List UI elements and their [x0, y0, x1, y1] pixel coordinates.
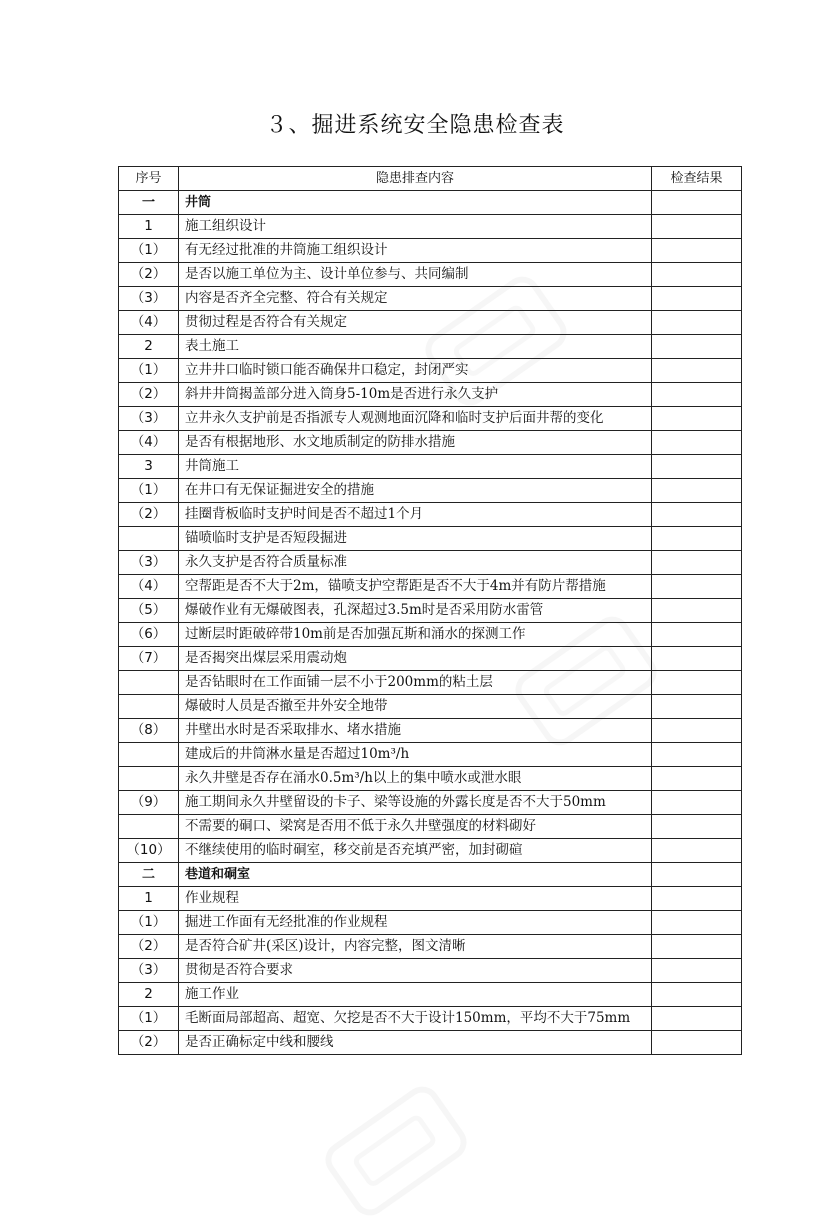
- row-number: （10）: [119, 839, 179, 863]
- table-row: [119, 503, 742, 527]
- table-row: [119, 671, 742, 695]
- table-row: [119, 839, 742, 863]
- row-number: （1）: [119, 911, 179, 935]
- table-row: [119, 215, 742, 239]
- row-result[interactable]: [652, 935, 742, 959]
- row-result[interactable]: [652, 407, 742, 431]
- row-content: 是否钻眼时在工作面铺一层不小于200mm的粘土层: [179, 671, 652, 695]
- row-result[interactable]: [652, 623, 742, 647]
- table-row: [119, 431, 742, 455]
- header-result: 检查结果: [652, 167, 742, 191]
- row-content: 斜井井筒揭盖部分进入筒身5-10m是否进行永久支护: [179, 383, 652, 407]
- row-result[interactable]: [652, 359, 742, 383]
- table-row: [119, 695, 742, 719]
- row-number: （1）: [119, 479, 179, 503]
- row-content: 立井永久支护前是否指派专人观测地面沉降和临时支护后面井帮的变化: [179, 407, 652, 431]
- row-result[interactable]: [652, 1007, 742, 1031]
- row-content: 不继续使用的临时硐室，移交前是否充填严密，加封砌碹: [179, 839, 652, 863]
- row-content: 在井口有无保证掘进安全的措施: [179, 479, 652, 503]
- row-result[interactable]: [652, 215, 742, 239]
- row-number: [119, 767, 179, 791]
- row-number: 2: [119, 335, 179, 359]
- section-row: [119, 863, 742, 887]
- row-number: （3）: [119, 407, 179, 431]
- row-result[interactable]: [652, 191, 742, 215]
- table-row: [119, 647, 742, 671]
- row-content: 永久井壁是否存在涌水0.5m³/h以上的集中喷水或泄水眼: [179, 767, 652, 791]
- row-content: 作业规程: [179, 887, 652, 911]
- page-title: ３、掘进系统安全隐患检查表: [265, 113, 565, 138]
- row-result[interactable]: [652, 911, 742, 935]
- table-row: [119, 335, 742, 359]
- table-row: [119, 1031, 742, 1055]
- table-row: [119, 911, 742, 935]
- table-row: [119, 311, 742, 335]
- row-number: （3）: [119, 551, 179, 575]
- table-row: [119, 455, 742, 479]
- row-number: [119, 527, 179, 551]
- table-row: [119, 983, 742, 1007]
- section-row: [119, 191, 742, 215]
- table-body: [119, 191, 742, 1055]
- row-content: 建成后的井筒淋水量是否超过10m³/h: [179, 743, 652, 767]
- row-result[interactable]: [652, 671, 742, 695]
- row-content: 毛断面局部超高、超宽、欠挖是否不大于设计150mm，平均不大于75mm: [179, 1007, 652, 1031]
- row-number: （9）: [119, 791, 179, 815]
- row-result[interactable]: [652, 287, 742, 311]
- row-result[interactable]: [652, 863, 742, 887]
- row-content: 表土施工: [179, 335, 652, 359]
- header-content: 隐患排查内容: [179, 167, 652, 191]
- row-result[interactable]: [652, 551, 742, 575]
- table-row: [119, 959, 742, 983]
- row-content: 有无经过批准的井筒施工组织设计: [179, 239, 652, 263]
- table-row: [119, 263, 742, 287]
- table-row: [119, 767, 742, 791]
- table-row: [119, 551, 742, 575]
- row-number: [119, 743, 179, 767]
- row-content: 施工作业: [179, 983, 652, 1007]
- row-content: 是否正确标定中线和腰线: [179, 1031, 652, 1055]
- row-result[interactable]: [652, 599, 742, 623]
- row-result[interactable]: [652, 695, 742, 719]
- row-result[interactable]: [652, 743, 742, 767]
- table-row: [119, 287, 742, 311]
- table-row: [119, 791, 742, 815]
- table-row: [119, 935, 742, 959]
- table-row: [119, 479, 742, 503]
- row-result[interactable]: [652, 839, 742, 863]
- row-result[interactable]: [652, 791, 742, 815]
- table-row: [119, 575, 742, 599]
- row-content: 锚喷临时支护是否短段掘进: [179, 527, 652, 551]
- row-number: （2）: [119, 935, 179, 959]
- row-content: 内容是否齐全完整、符合有关规定: [179, 287, 652, 311]
- row-number: （2）: [119, 383, 179, 407]
- row-number: （4）: [119, 575, 179, 599]
- row-result[interactable]: [652, 503, 742, 527]
- table-row: [119, 815, 742, 839]
- row-content: 井壁出水时是否采取排水、堵水措施: [179, 719, 652, 743]
- row-number: （4）: [119, 311, 179, 335]
- row-number: 3: [119, 455, 179, 479]
- row-content: 是否揭突出煤层采用震动炮: [179, 647, 652, 671]
- table-header-row: [119, 167, 742, 191]
- row-result[interactable]: [652, 311, 742, 335]
- row-number: （4）: [119, 431, 179, 455]
- row-content: 施工期间永久井壁留设的卡子、梁等设施的外露长度是否不大于50mm: [179, 791, 652, 815]
- row-content: 挂圈背板临时支护时间是否不超过1个月: [179, 503, 652, 527]
- row-result[interactable]: [652, 263, 742, 287]
- row-number: （8）: [119, 719, 179, 743]
- table-row: [119, 719, 742, 743]
- header-no: 序号: [119, 167, 179, 191]
- row-content: 井筒施工: [179, 455, 652, 479]
- row-result[interactable]: [652, 647, 742, 671]
- watermark-mark: [318, 1080, 473, 1222]
- row-content: 爆破作业有无爆破图表，孔深超过3.5m时是否采用防水雷管: [179, 599, 652, 623]
- row-number: （2）: [119, 503, 179, 527]
- row-number: 2: [119, 983, 179, 1007]
- row-result[interactable]: [652, 239, 742, 263]
- row-result[interactable]: [652, 575, 742, 599]
- table-row: [119, 1007, 742, 1031]
- row-content: 立井井口临时锁口能否确保井口稳定，封闭严实: [179, 359, 652, 383]
- table-row: [119, 359, 742, 383]
- row-result[interactable]: [652, 455, 742, 479]
- row-result[interactable]: [652, 431, 742, 455]
- row-number: 1: [119, 887, 179, 911]
- row-result[interactable]: [652, 1031, 742, 1055]
- row-number: （7）: [119, 647, 179, 671]
- row-content: 不需要的硐口、梁窝是否用不低于永久井壁强度的材料砌好: [179, 815, 652, 839]
- row-result[interactable]: [652, 335, 742, 359]
- row-number: [119, 671, 179, 695]
- table-row: [119, 599, 742, 623]
- row-number: （3）: [119, 287, 179, 311]
- row-number: [119, 815, 179, 839]
- table-row: [119, 527, 742, 551]
- row-number: （3）: [119, 959, 179, 983]
- table-row: [119, 887, 742, 911]
- row-result[interactable]: [652, 815, 742, 839]
- row-result[interactable]: [652, 383, 742, 407]
- table-row: [119, 623, 742, 647]
- row-number: [119, 695, 179, 719]
- row-number: （5）: [119, 599, 179, 623]
- row-number: （1）: [119, 1007, 179, 1031]
- row-number: （2）: [119, 1031, 179, 1055]
- row-number: （1）: [119, 239, 179, 263]
- row-content: 掘进工作面有无经批准的作业规程: [179, 911, 652, 935]
- row-content: 永久支护是否符合质量标准: [179, 551, 652, 575]
- row-number: （1）: [119, 359, 179, 383]
- row-content: 施工组织设计: [179, 215, 652, 239]
- row-content: 是否以施工单位为主、设计单位参与、共同编制: [179, 263, 652, 287]
- row-result[interactable]: [652, 527, 742, 551]
- row-number: 一: [119, 191, 179, 215]
- row-content: 贯彻是否符合要求: [179, 959, 652, 983]
- row-result[interactable]: [652, 767, 742, 791]
- table-row: [119, 407, 742, 431]
- row-content: 爆破时人员是否撤至井外安全地带: [179, 695, 652, 719]
- inspection-table: [118, 166, 742, 1055]
- row-content: 井筒: [179, 191, 652, 215]
- row-result[interactable]: [652, 983, 742, 1007]
- row-number: 1: [119, 215, 179, 239]
- row-content: 过断层时距破碎带10m前是否加强瓦斯和涌水的探测工作: [179, 623, 652, 647]
- row-content: 空帮距是否不大于2m，锚喷支护空帮距是否不大于4m并有防片帮措施: [179, 575, 652, 599]
- table-row: [119, 743, 742, 767]
- table-row: [119, 383, 742, 407]
- row-content: 贯彻过程是否符合有关规定: [179, 311, 652, 335]
- row-content: 是否有根据地形、水文地质制定的防排水措施: [179, 431, 652, 455]
- row-result[interactable]: [652, 479, 742, 503]
- row-number: （2）: [119, 263, 179, 287]
- row-result[interactable]: [652, 719, 742, 743]
- row-content: 巷道和硐室: [179, 863, 652, 887]
- row-number: （6）: [119, 623, 179, 647]
- table-row: [119, 239, 742, 263]
- row-content: 是否符合矿井(采区)设计，内容完整，图文清晰: [179, 935, 652, 959]
- row-result[interactable]: [652, 959, 742, 983]
- row-number: 二: [119, 863, 179, 887]
- row-result[interactable]: [652, 887, 742, 911]
